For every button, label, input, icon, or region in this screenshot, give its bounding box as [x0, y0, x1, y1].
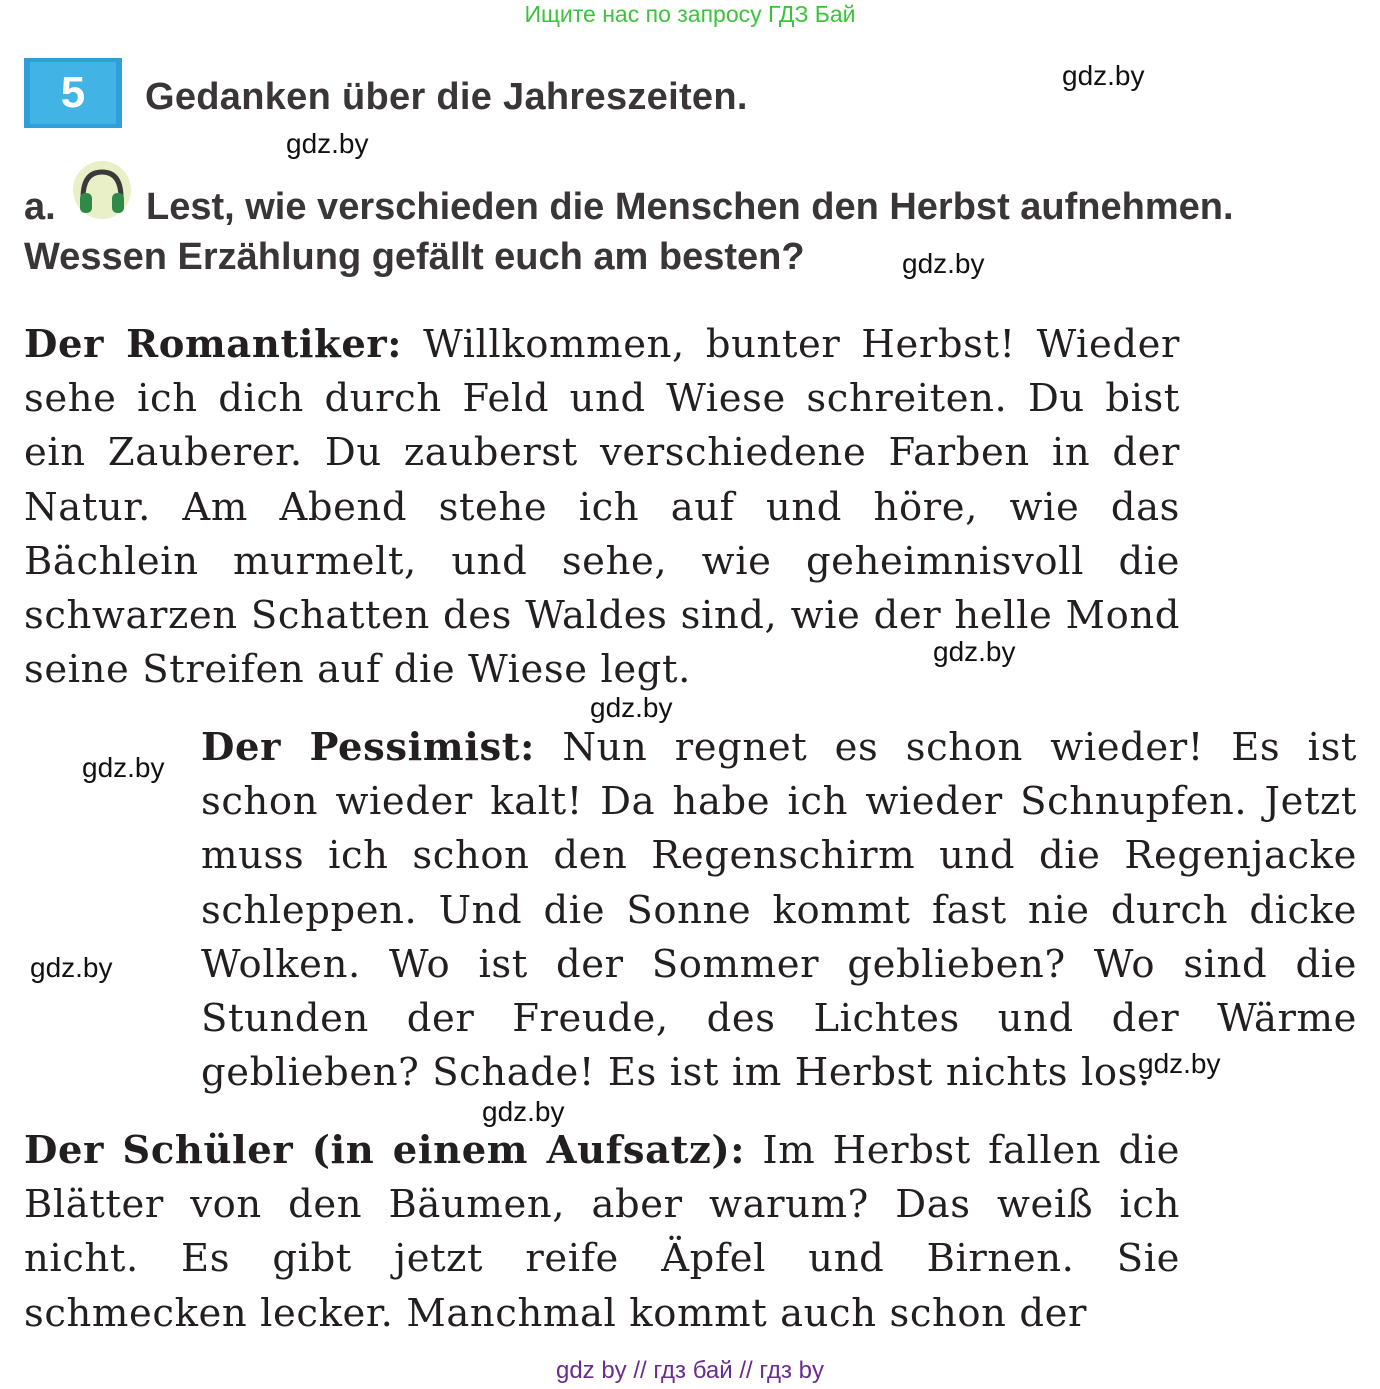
exercise-title: Gedanken über die Jahreszeiten.: [145, 76, 748, 118]
watermark: gdz.by: [933, 636, 1016, 667]
speaker-label: Der Pessimist:: [201, 725, 535, 770]
exercise-number: 5: [30, 62, 116, 124]
headphones-icon[interactable]: [72, 160, 132, 220]
task-label: a.: [24, 186, 56, 228]
paragraph-text: Im Herbst fallen die Blätter von den Bäumen, aber warum? Das weiß ich nicht. Es gibt jetzt reife Äpfel und Birnen. Sie schmecken lecker. Manchmal kommt auch schon der: [24, 1128, 1180, 1336]
watermark: gdz.by: [286, 128, 369, 159]
speaker-label: Der Romantiker:: [24, 322, 403, 367]
paragraph-pessimist: [201, 721, 1357, 1100]
watermark: gdz.by: [1138, 1048, 1221, 1079]
watermark: gdz.by: [82, 752, 165, 783]
speaker-label: Der Schüler (in einem Aufsatz):: [24, 1128, 746, 1173]
paragraph-schueler: [24, 1124, 1180, 1341]
watermark: gdz.by: [30, 952, 113, 983]
footer-watermark: gdz by // гдз бай // гдз by: [555, 1357, 825, 1384]
watermark: gdz.by: [902, 248, 985, 279]
task-instruction-line1: Lest, wie verschieden die Menschen den Herbst aufnehmen.: [146, 186, 1234, 228]
paragraph-text: Willkommen, bunter Herbst! Wieder sehe ich dich durch Feld und Wiese schreiten. Du bist ein Zauberer. Du zauberst verschiedene Farben in der Natur. Am Abend stehe ich auf und höre, wie das Bächlein murmelt, und sehe, wie geheimnisvoll die schwarzen Schatten des Waldes sind, wie der helle Mond seine Streifen auf die Wiese legt.: [24, 322, 1180, 693]
watermark: gdz.by: [590, 692, 673, 723]
task-instruction-line2: Wessen Erzählung gefällt euch am besten?: [24, 236, 805, 278]
watermark: gdz.by: [482, 1096, 565, 1127]
paragraph-text: Nun regnet es schon wieder! Es ist schon wieder kalt! Da habe ich wieder Schnupfen. Jetzt muss ich schon den Regenschirm und die Regenjacke schleppen. Und die Sonne kommt fast nie durch dicke Wolken. Wo ist der Sommer geblieben? Wo sind die Stunden der Freude, des Lichtes und der Wärme geblieben? Schade! Es ist im Herbst nichts los.: [201, 725, 1357, 1096]
exercise-number-badge: [24, 58, 122, 128]
watermark: gdz.by: [1062, 60, 1145, 91]
search-banner: Ищите нас по запросу ГДЗ Бай: [524, 1, 856, 27]
